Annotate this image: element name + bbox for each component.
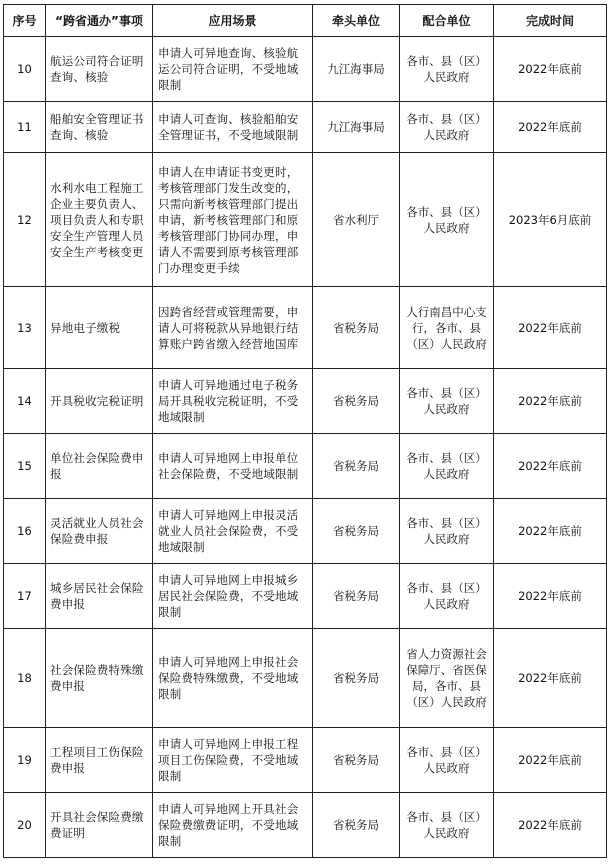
header-row [4,5,607,37]
row-scene: 申请人可异地通过电子税务局开具税收完税证明，不受地域限制 [153,369,313,434]
row-lead-unit: 省税务局 [313,728,400,793]
row-lead-unit: 九江海事局 [313,37,400,102]
row-no: 17 [4,564,46,629]
row-coop-unit: 人行南昌中心支行，各市、县（区）人民政府 [400,287,494,369]
header-deadline: 完成时间 [494,5,607,37]
row-coop-unit: 各市、县（区）人民政府 [400,499,494,564]
row-no: 14 [4,369,46,434]
row-item: 灵活就业人员社会保险费申报 [46,499,153,564]
row-item: 开具税收完税证明 [46,369,153,434]
cross-province-services-table [3,4,607,858]
row-coop-unit: 各市、县（区）人民政府 [400,37,494,102]
row-deadline: 2022年底前 [494,564,607,629]
row-no: 11 [4,102,46,153]
row-item: 工程项目工伤保险费申报 [46,728,153,793]
row-item: 单位社会保险费申报 [46,434,153,499]
row-item: 开具社会保险费缴费证明 [46,793,153,858]
row-item: 异地电子缴税 [46,287,153,369]
table-row [4,728,607,793]
row-deadline: 2022年底前 [494,287,607,369]
header-scene: 应用场景 [153,5,313,37]
row-coop-unit: 各市、县（区）人民政府 [400,153,494,287]
table-row [4,629,607,728]
row-no: 16 [4,499,46,564]
row-coop-unit: 各市、县（区）人民政府 [400,793,494,858]
row-no: 12 [4,153,46,287]
row-deadline: 2022年底前 [494,499,607,564]
row-deadline: 2022年底前 [494,102,607,153]
row-scene: 申请人可异地网上申报工程项目工伤保险费，不受地域限制 [153,728,313,793]
row-coop-unit: 各市、县（区）人民政府 [400,369,494,434]
row-coop-unit: 各市、县（区）人民政府 [400,434,494,499]
row-scene: 申请人可异地网上开具社会保险费缴费证明，不受地域限制 [153,793,313,858]
row-coop-unit: 各市、县（区）人民政府 [400,564,494,629]
row-coop-unit: 各市、县（区）人民政府 [400,728,494,793]
row-item: 城乡居民社会保险费申报 [46,564,153,629]
row-no: 19 [4,728,46,793]
header-no: 序号 [4,5,46,37]
row-scene: 因跨省经营或管理需要，申请人可将税款从异地银行结算账户跨省缴入经营地国库 [153,287,313,369]
header-item: “跨省通办”事项 [46,5,153,37]
table-row [4,564,607,629]
row-lead-unit: 省税务局 [313,434,400,499]
header-lead-unit: 牵头单位 [313,5,400,37]
table-row [4,369,607,434]
table-row [4,793,607,858]
row-no: 10 [4,37,46,102]
table-row [4,434,607,499]
row-no: 18 [4,629,46,728]
row-deadline: 2022年底前 [494,793,607,858]
row-coop-unit: 各市、县（区）人民政府 [400,102,494,153]
document-page [3,4,607,858]
row-coop-unit: 省人力资源社会保障厅、省医保局，各市、县（区）人民政府 [400,629,494,728]
row-scene: 申请人可异地网上申报城乡居民社会保险费，不受地域限制 [153,564,313,629]
row-deadline: 2022年底前 [494,369,607,434]
row-scene: 申请人在申请证书变更时，考核管理部门发生改变的，只需向新考核管理部门提出申请，新考核管理部门和原考核管理部门协同办理，申请人不需要到原考核管理部门办理变更手续 [153,153,313,287]
row-lead-unit: 省税务局 [313,793,400,858]
table-row [4,153,607,287]
row-item: 航运公司符合证明查询、核验 [46,37,153,102]
row-deadline: 2022年底前 [494,728,607,793]
row-scene: 申请人可异地网上申报灵活就业人员社会保险费，不受地域限制 [153,499,313,564]
row-no: 13 [4,287,46,369]
row-scene: 申请人可异地网上申报社会保险费特殊缴费，不受地域限制 [153,629,313,728]
header-coop-unit: 配合单位 [400,5,494,37]
row-deadline: 2022年底前 [494,629,607,728]
table-row [4,37,607,102]
row-deadline: 2022年底前 [494,434,607,499]
row-lead-unit: 省税务局 [313,499,400,564]
table-row [4,102,607,153]
row-lead-unit: 省税务局 [313,564,400,629]
table-row [4,499,607,564]
row-lead-unit: 省税务局 [313,287,400,369]
row-lead-unit: 省税务局 [313,629,400,728]
row-scene: 申请人可异地查询、核验航运公司符合证明，不受地域限制 [153,37,313,102]
row-lead-unit: 九江海事局 [313,102,400,153]
row-lead-unit: 省税务局 [313,369,400,434]
row-no: 20 [4,793,46,858]
row-item: 社会保险费特殊缴费申报 [46,629,153,728]
row-no: 15 [4,434,46,499]
row-item: 船舶安全管理证书查询、核验 [46,102,153,153]
row-scene: 申请人可查询、核验船舶安全管理证书，不受地域限制 [153,102,313,153]
row-deadline: 2023年6月底前 [494,153,607,287]
row-scene: 申请人可异地网上申报单位社会保险费，不受地域限制 [153,434,313,499]
row-lead-unit: 省水利厅 [313,153,400,287]
row-deadline: 2022年底前 [494,37,607,102]
row-item: 水利水电工程施工企业主要负责人、项目负责人和专职安全生产管理人员安全生产考核变更 [46,153,153,287]
table-row [4,287,607,369]
